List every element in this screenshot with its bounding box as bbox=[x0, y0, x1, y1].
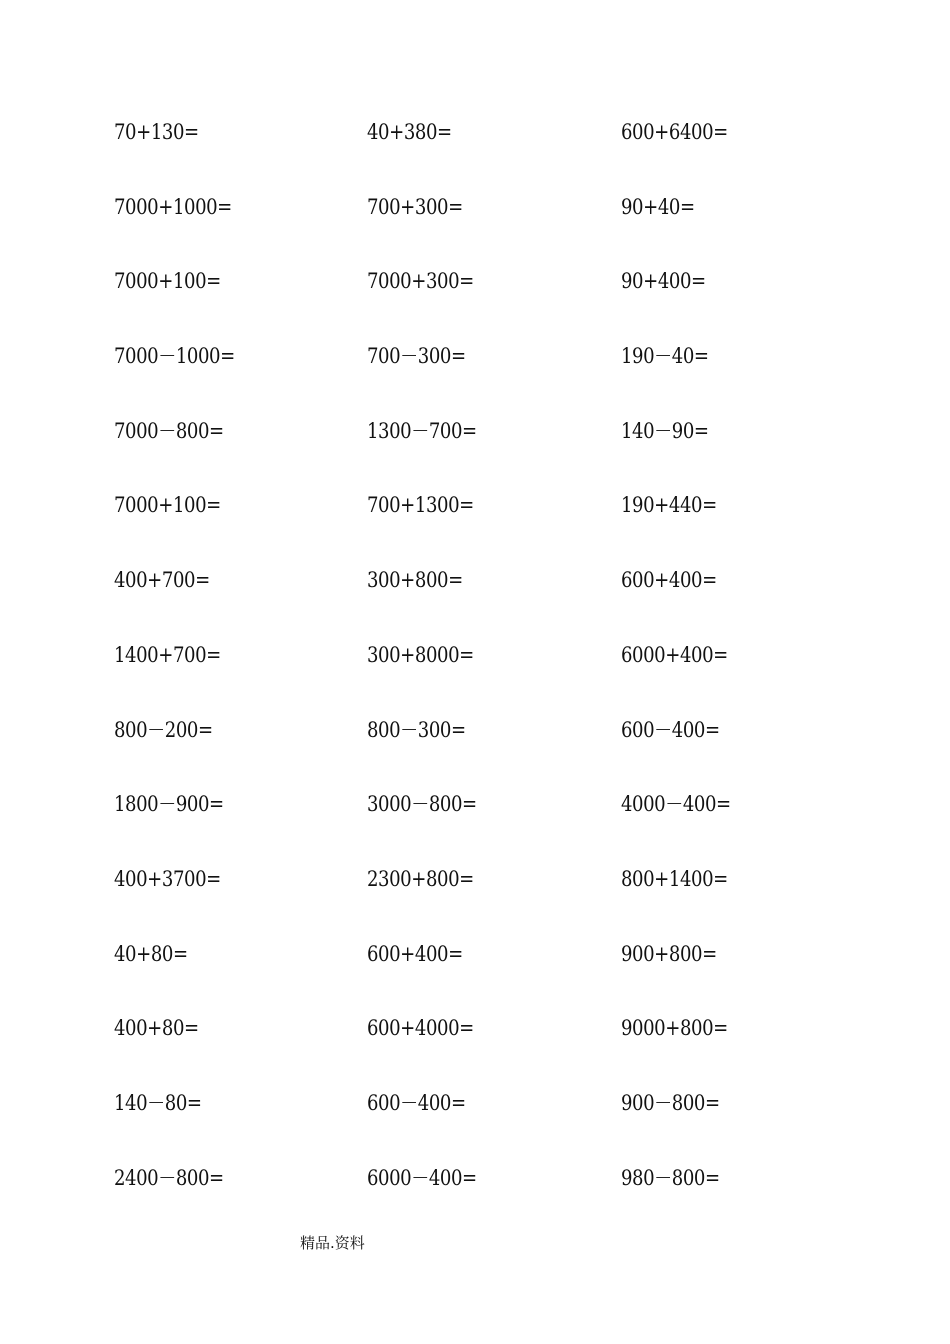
problem-row bbox=[114, 1085, 874, 1160]
math-problem: 400+700= bbox=[114, 568, 210, 593]
math-problem: 900+800= bbox=[620, 941, 717, 966]
math-problem: 980－800= bbox=[620, 1165, 720, 1190]
math-problem: 700－300= bbox=[367, 344, 467, 369]
problem-row bbox=[114, 861, 874, 936]
math-problem: 2400－800= bbox=[114, 1165, 224, 1190]
math-problem: 300+800= bbox=[367, 568, 464, 593]
math-problem: 3000－800= bbox=[367, 792, 478, 817]
math-problem: 40+80= bbox=[114, 941, 188, 966]
math-problem: 7000+1000= bbox=[114, 194, 232, 219]
math-problem: 6000－400= bbox=[367, 1165, 478, 1190]
math-problem: 2300+800= bbox=[367, 866, 475, 891]
math-problem: 190－40= bbox=[620, 344, 709, 369]
math-problem: 800－300= bbox=[367, 717, 467, 742]
problem-row bbox=[114, 263, 874, 338]
math-problem: 600+4000= bbox=[367, 1016, 475, 1041]
math-problem: 4000－400= bbox=[620, 792, 731, 817]
math-problem: 7000+100= bbox=[114, 493, 221, 518]
math-problem: 1300－700= bbox=[367, 418, 478, 443]
problem-row bbox=[114, 936, 874, 1011]
math-problem: 900－800= bbox=[620, 1090, 720, 1115]
problem-row bbox=[114, 1010, 874, 1085]
arithmetic-worksheet bbox=[114, 114, 874, 1234]
math-problem: 90+40= bbox=[620, 194, 695, 219]
problem-row bbox=[114, 338, 874, 413]
math-problem: 400+3700= bbox=[114, 866, 221, 891]
math-problem: 7000+300= bbox=[367, 269, 475, 294]
math-problem: 300+8000= bbox=[367, 642, 475, 667]
math-problem: 700+300= bbox=[367, 194, 464, 219]
math-problem: 800－200= bbox=[114, 717, 213, 742]
math-problem: 600－400= bbox=[620, 717, 720, 742]
math-problem: 1400+700= bbox=[114, 642, 221, 667]
problem-row bbox=[114, 786, 874, 861]
math-problem: 140－80= bbox=[114, 1090, 202, 1115]
math-problem: 6000+400= bbox=[620, 642, 728, 667]
footer-note: 精品.资料 bbox=[300, 1234, 365, 1252]
math-problem: 7000+100= bbox=[114, 269, 221, 294]
math-problem: 7000－800= bbox=[114, 418, 224, 443]
math-problem: 90+400= bbox=[620, 269, 706, 294]
problem-row bbox=[114, 562, 874, 637]
math-problem: 140－90= bbox=[620, 418, 709, 443]
problem-row bbox=[114, 637, 874, 712]
math-problem: 400+80= bbox=[114, 1016, 199, 1041]
problem-row bbox=[114, 1160, 874, 1235]
math-problem: 600+400= bbox=[367, 941, 464, 966]
math-problem: 9000+800= bbox=[620, 1016, 728, 1041]
math-problem: 7000－1000= bbox=[114, 344, 235, 369]
problem-row bbox=[114, 487, 874, 562]
problem-row bbox=[114, 114, 874, 189]
problem-row bbox=[114, 413, 874, 488]
math-problem: 700+1300= bbox=[367, 493, 475, 518]
math-problem: 70+130= bbox=[114, 120, 199, 144]
math-problem: 800+1400= bbox=[620, 866, 728, 891]
problem-row bbox=[114, 189, 874, 264]
math-problem: 600－400= bbox=[367, 1090, 467, 1115]
math-problem: 600+400= bbox=[620, 568, 717, 593]
math-problem: 40+380= bbox=[367, 120, 453, 144]
math-problem: 190+440= bbox=[620, 493, 717, 518]
math-problem: 600+6400= bbox=[620, 120, 728, 144]
problem-row bbox=[114, 712, 874, 787]
math-problem: 1800－900= bbox=[114, 792, 224, 817]
